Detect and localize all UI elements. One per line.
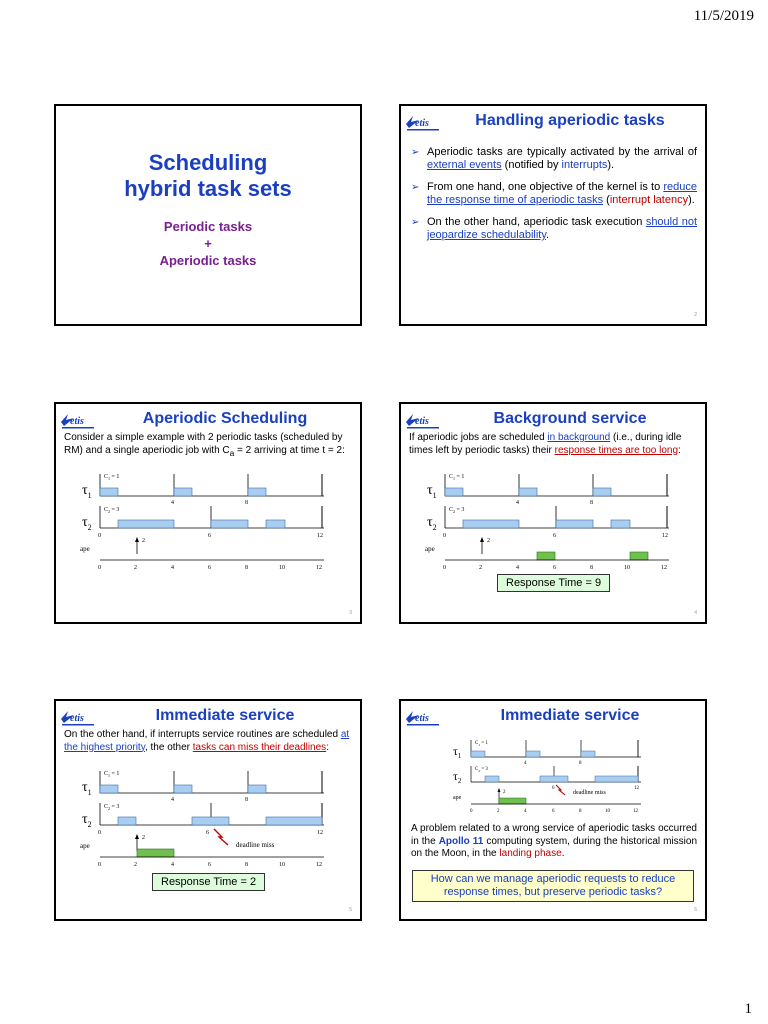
axis-tick: 8	[245, 565, 248, 571]
axis-tick: 4	[171, 565, 174, 571]
axis-tick: 0	[98, 565, 101, 571]
tick-label: 12	[317, 533, 323, 539]
text: = 1	[480, 741, 488, 746]
tick-label: 4	[171, 797, 174, 803]
text: C	[104, 474, 109, 480]
tau1-job	[174, 488, 192, 496]
axis-tick: 8	[245, 862, 248, 868]
text-apollo-11: Apollo 11	[438, 835, 484, 847]
text-sub: 2	[87, 523, 92, 532]
slide-number: 4	[694, 610, 697, 616]
axis-tick: 0	[470, 809, 473, 814]
tau1-label	[82, 780, 92, 797]
axis-tick: 12	[316, 862, 322, 868]
c2-label	[475, 767, 488, 773]
etis-logo	[403, 110, 443, 132]
text: :	[326, 741, 329, 753]
ape-label: ape	[425, 545, 435, 553]
ape-label: ape	[80, 545, 90, 553]
text: = 1	[455, 474, 465, 480]
slide1-title	[56, 150, 360, 202]
c2-label	[449, 507, 464, 514]
axis-tick: 4	[524, 809, 527, 814]
text: = 1	[110, 474, 120, 480]
text: C	[475, 741, 479, 746]
tau1-job	[174, 785, 192, 793]
text: = 1	[110, 771, 120, 777]
axis-tick: 2	[134, 565, 137, 571]
ape-label: ape	[80, 842, 90, 850]
tick-label: 8	[245, 500, 248, 506]
logo-text: etis	[415, 713, 429, 724]
title-line-1: Scheduling	[148, 150, 268, 175]
axis-tick: 2	[497, 809, 500, 814]
axis-tick: 0	[98, 862, 101, 868]
tick-label: 6	[206, 830, 209, 836]
axis-tick: 6	[553, 565, 556, 571]
text: τ	[82, 780, 88, 795]
text-sub: 1	[87, 788, 92, 797]
link-schedulability: should not jeopardize schedulability	[427, 216, 697, 241]
bullet-arrow-icon: ➢	[411, 217, 420, 228]
text-sub: a	[229, 447, 235, 458]
tau1-job	[100, 785, 118, 793]
tau2-job	[266, 817, 322, 825]
etis-logo	[58, 408, 98, 430]
ape-label: ape	[453, 795, 462, 801]
text: If aperiodic jobs are scheduled	[409, 432, 548, 443]
tau1-job	[581, 751, 595, 757]
logo-text: etis	[70, 416, 84, 427]
slide-title: Handling aperiodic tasks	[475, 112, 665, 129]
text: C	[449, 474, 454, 480]
text: C	[475, 767, 479, 772]
tau2-job	[485, 776, 499, 782]
tau1-job	[593, 488, 611, 496]
tau2-label	[427, 515, 437, 532]
text-interrupt-latency: interrupt latency	[609, 194, 689, 206]
text-miss-deadlines: tasks can miss their deadlines	[192, 741, 327, 753]
schedule-diagram	[401, 466, 705, 576]
text-sub: 1	[457, 752, 462, 760]
slide-intro	[64, 729, 352, 754]
slide-2	[399, 104, 707, 326]
text: τ	[82, 483, 88, 498]
tau2-job	[595, 776, 638, 782]
text: τ	[82, 515, 88, 530]
tick-label: 4	[524, 761, 527, 766]
arrival-label: 2	[142, 538, 145, 544]
tick-label: 8	[579, 761, 582, 766]
tau2-label	[82, 515, 92, 532]
c1-label	[475, 741, 488, 747]
text: :	[678, 444, 681, 456]
tick-label: 0	[98, 830, 101, 836]
text-sub: 1	[432, 491, 437, 500]
tick-label: 8	[245, 797, 248, 803]
text: τ	[427, 515, 433, 530]
axis-tick: 12	[316, 565, 322, 571]
tau1-job	[445, 488, 463, 496]
slide-3	[54, 402, 362, 624]
axis-tick: 10	[605, 809, 610, 814]
link-reduce-response: reduce the response time of aperiodic tasks	[427, 181, 697, 206]
tau2-job	[266, 520, 285, 528]
ape-job	[499, 798, 526, 804]
slide-4	[399, 402, 707, 624]
axis-tick: 10	[279, 565, 285, 571]
text-sub: 1	[453, 476, 456, 481]
text: τ	[453, 744, 458, 758]
text: C	[449, 507, 454, 513]
page-number: 1	[744, 1001, 752, 1017]
axis-tick: 12	[633, 809, 638, 814]
logo-text: etis	[415, 416, 429, 427]
axis-tick: 2	[134, 862, 137, 868]
slide1-subtitle	[56, 218, 360, 269]
text: = 3	[480, 767, 488, 772]
text-sub: 1	[108, 773, 111, 778]
ape-job	[630, 552, 648, 560]
tau1-label	[453, 744, 462, 760]
axis-tick: 12	[661, 565, 667, 571]
text-sub: 2	[432, 523, 437, 532]
tau1-job	[519, 488, 537, 496]
schedule-diagram-small	[401, 735, 705, 815]
text: C	[104, 804, 109, 810]
text-sub: 2	[108, 806, 111, 811]
slide-title: Immediate service	[500, 707, 640, 724]
bullet-2	[409, 181, 697, 207]
deadline-miss-label: deadline miss	[573, 790, 606, 796]
tau1-job	[526, 751, 540, 757]
response-time-box: Response Time = 9	[497, 574, 610, 592]
tau2-job	[556, 520, 593, 528]
axis-tick: 2	[479, 565, 482, 571]
text: A problem related to a wrong service of aperiodic tasks occurred in the	[411, 823, 697, 847]
text-sub: 1	[87, 491, 92, 500]
link-external-events: external events	[427, 159, 502, 171]
text: computing system, during the historical mission on the Moon, in the	[411, 835, 698, 859]
text: ).	[607, 159, 615, 171]
text: (notified by	[501, 159, 562, 171]
text: = 2 arriving at time t = 2:	[234, 444, 345, 456]
response-time-box: Response Time = 2	[152, 873, 265, 891]
tau2-job	[192, 817, 229, 825]
slide-title: Aperiodic Scheduling	[142, 410, 308, 427]
tick-label: 4	[516, 500, 519, 506]
c2-label	[104, 804, 119, 811]
slide-intro	[64, 432, 352, 459]
text: C	[104, 771, 109, 777]
text: On the other hand, aperiodic task execution	[427, 216, 646, 228]
tau2-job	[611, 520, 630, 528]
text: , the other	[144, 741, 193, 753]
deadline-miss-label: deadline miss	[236, 841, 275, 849]
text: (	[603, 194, 610, 206]
tau1-job	[248, 785, 266, 793]
slide-number: 5	[349, 907, 352, 913]
tick-label: 0	[443, 533, 446, 539]
text: Consider a simple example with 2 periodic tasks (scheduled by RM) and a single aperiodic job with C	[64, 432, 343, 456]
logo-text: etis	[415, 118, 429, 129]
tau2-job	[463, 520, 519, 528]
title-line-2: hybrid task sets	[124, 176, 292, 201]
tick-label: 12	[662, 533, 668, 539]
axis-tick: 6	[208, 565, 211, 571]
tau2-job	[540, 776, 568, 782]
tick-label: 0	[98, 533, 101, 539]
c2-label	[104, 507, 119, 514]
axis-tick: 8	[579, 809, 582, 814]
bullet-3	[409, 216, 697, 242]
slide-6	[399, 699, 707, 921]
text-sub: 1	[478, 743, 481, 747]
bullet-arrow-icon: ➢	[411, 182, 420, 193]
etis-logo	[58, 705, 98, 727]
axis-tick: 6	[208, 862, 211, 868]
tick-label: 4	[171, 500, 174, 506]
header-date: 11/5/2019	[693, 8, 754, 24]
axis-tick: 6	[552, 809, 555, 814]
slide-number: 6	[694, 907, 697, 913]
etis-logo	[403, 705, 443, 727]
slide-title: Background service	[493, 410, 647, 427]
slide-title: Immediate service	[155, 707, 295, 724]
text-sub: 1	[108, 476, 111, 481]
schedule-diagram	[56, 763, 360, 873]
c1-label	[449, 474, 464, 481]
text-landing-phase: landing phase	[499, 848, 562, 859]
text-sub: 2	[453, 509, 456, 514]
text-sub: 2	[457, 777, 462, 785]
bullet-arrow-icon: ➢	[411, 147, 420, 158]
text: .	[546, 229, 550, 241]
subtitle-periodic: Periodic tasks	[163, 219, 253, 234]
link-in-background: in background	[547, 432, 611, 443]
axis-tick: 10	[624, 565, 630, 571]
tick-label: 6	[552, 786, 555, 791]
arrival-label: 2	[487, 538, 490, 544]
apollo-paragraph	[411, 823, 697, 861]
deadline-miss-icon	[556, 785, 565, 795]
tau2-label	[453, 769, 462, 785]
tick-label: 8	[590, 500, 593, 506]
slide-5	[54, 699, 362, 921]
tau1-job	[248, 488, 266, 496]
tau2-label	[82, 812, 92, 829]
slide-number: 3	[349, 610, 352, 616]
ape-job	[537, 552, 555, 560]
tau2-job	[118, 520, 174, 528]
tau1-label	[82, 483, 92, 500]
etis-logo	[403, 408, 443, 430]
c1-label	[104, 474, 119, 481]
tick-label: 12	[317, 830, 323, 836]
slide-number: 2	[694, 312, 697, 318]
tau2-job	[118, 817, 136, 825]
axis-tick: 8	[590, 565, 593, 571]
tick-label: 6	[208, 533, 211, 539]
logo-text: etis	[70, 713, 84, 724]
tau1-job	[100, 488, 118, 496]
text: = 3	[110, 804, 120, 810]
text: From one hand, one objective of the kernel is to	[427, 181, 664, 193]
text: (i.e., during idle times left by periodic tasks) their	[409, 432, 682, 456]
axis-tick: 10	[279, 862, 285, 868]
text: .	[561, 848, 565, 859]
slide-1	[54, 104, 362, 326]
schedule-diagram	[56, 466, 360, 576]
tau1-job	[471, 751, 485, 757]
question-box: How can we manage aperiodic requests to reduce response times, but preserve periodic tasks?	[412, 870, 694, 902]
slide-intro	[409, 432, 697, 457]
text-sub: 2	[87, 820, 92, 829]
ape-job	[137, 849, 174, 857]
text: On the other hand, if interrupts service routines are scheduled	[64, 729, 341, 740]
c1-label	[104, 771, 119, 778]
tau1-label	[427, 483, 437, 500]
text-sub: 2	[478, 769, 481, 773]
subtitle-aperiodic: Aperiodic tasks	[159, 253, 257, 268]
text: Aperiodic tasks are typically activated by the arrival of	[427, 146, 697, 158]
bullet-list	[409, 146, 697, 251]
deadline-miss-icon	[214, 829, 228, 845]
axis-tick: 0	[443, 565, 446, 571]
link-highest-priority: at the highest priority	[64, 729, 350, 753]
text-response-too-long: response times are too long	[554, 444, 679, 456]
subtitle-plus: +	[204, 236, 212, 251]
text: = 3	[110, 507, 120, 513]
text: = 3	[455, 507, 465, 513]
tick-label: 6	[553, 533, 556, 539]
text-sub: 2	[108, 509, 111, 514]
arrival-label: 2	[142, 835, 145, 841]
text: τ	[453, 769, 458, 783]
tau2-job	[211, 520, 248, 528]
text: τ	[82, 812, 88, 827]
bullet-1	[409, 146, 697, 172]
axis-tick: 4	[516, 565, 519, 571]
text: τ	[427, 483, 433, 498]
text: C	[104, 507, 109, 513]
text: ).	[688, 194, 695, 206]
link-interrupts: interrupts	[561, 159, 608, 171]
axis-tick: 4	[171, 862, 174, 868]
arrival-label: 2	[503, 790, 506, 795]
tick-label: 12	[634, 786, 639, 791]
